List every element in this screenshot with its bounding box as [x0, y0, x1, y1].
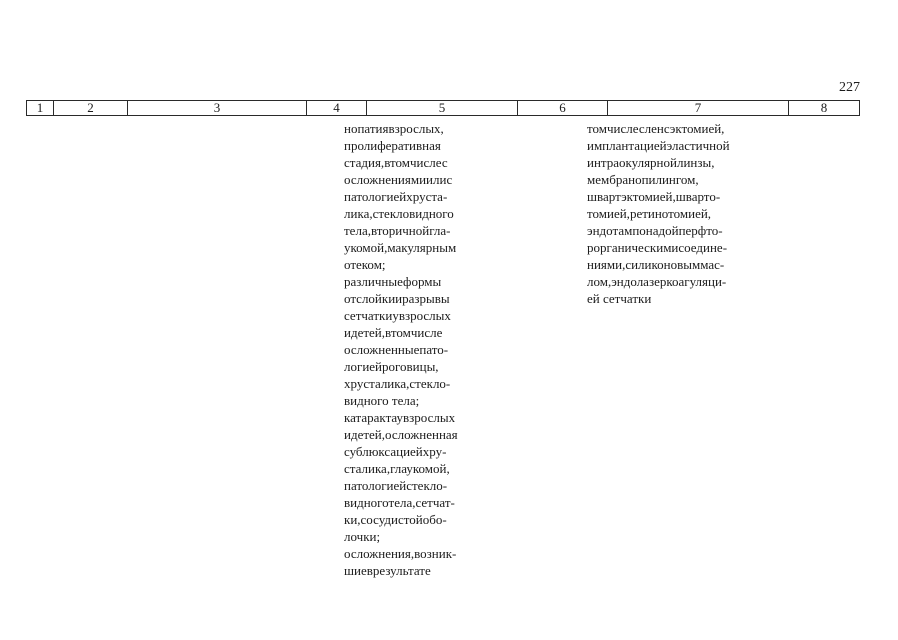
header-cell-1: 1 — [27, 101, 54, 115]
column-7-line: рорганическимисоедине- — [587, 240, 728, 255]
column-5-line: логиейроговицы, — [344, 359, 439, 374]
column-5-line: идетей,осложненная — [344, 427, 458, 442]
column-5-line: шиеврезультате — [344, 563, 431, 578]
column-5-line: осложненныепато- — [344, 342, 449, 357]
column-7-line: ниями,силиконовыммас- — [587, 257, 725, 272]
column-7-line: имплантациейэластичной — [587, 138, 730, 153]
column-7-line: томией,ретинотомией, — [587, 206, 712, 221]
column-5-line: отслойкииразрывы — [344, 291, 450, 306]
column-5-line: видноготела,сетчат- — [344, 495, 455, 510]
header-cell-3: 3 — [128, 101, 307, 115]
column-5-line: видного тела; — [344, 393, 420, 408]
column-7-line: ей сетчатки — [587, 291, 652, 306]
column-7-line: томчислесленсэктомией, — [587, 121, 725, 136]
header-cell-7: 7 — [608, 101, 789, 115]
column-5-line: укомой,макулярным — [344, 240, 457, 255]
column-5-line: осложнениямиилис — [344, 172, 453, 187]
column-5-line: тела,вторичнойгла- — [344, 223, 451, 238]
column-5-line: стадия,втомчислес — [344, 155, 448, 170]
column-5-line: патологиейстекло- — [344, 478, 448, 493]
column-5-line: различныеформы — [344, 274, 442, 289]
column-5-line: ки,сосудистойобо- — [344, 512, 447, 527]
column-5-line: сталика,глаукомой, — [344, 461, 450, 476]
header-cell-8: 8 — [820, 100, 828, 115]
column-7-line: швартэктомией,шварто- — [587, 189, 721, 204]
page-number: 227 — [839, 80, 860, 95]
header-cell-2: 2 — [54, 101, 128, 115]
column-7-line: мембранопилингом, — [587, 172, 699, 187]
column-7-line: интраокулярнойлинзы, — [587, 155, 715, 170]
header-cell-4: 4 — [307, 101, 367, 115]
column-5-line: лика,стекловидного — [344, 206, 454, 221]
column-5-line: пролиферативная — [344, 138, 441, 153]
column-5-line: идетей,втомчисле — [344, 325, 443, 340]
column-5-line: сублюксациейхру- — [344, 444, 447, 459]
column-7-line: лом,эндолазеркоагуляци- — [587, 274, 727, 289]
column-5-line: сетчаткиувзрослых — [344, 308, 451, 323]
table-header-row — [26, 100, 860, 116]
column-5-line: катарактаувзрослых — [344, 410, 456, 425]
header-cell-6: 6 — [518, 101, 608, 115]
column-5-line: патологиейхруста- — [344, 189, 448, 204]
column-7-text — [587, 120, 755, 307]
column-5-line: отеком; — [344, 257, 386, 272]
column-5-line: лочки; — [344, 529, 381, 544]
column-7-line: эндотампонадойперфто- — [587, 223, 723, 238]
column-5-line: осложнения,возник- — [344, 546, 457, 561]
column-5-text — [344, 120, 485, 579]
column-5-line: нопатиявзрослых, — [344, 121, 444, 136]
header-cell-5: 5 — [367, 101, 518, 115]
column-5-line: хрусталика,стекло- — [344, 376, 451, 391]
